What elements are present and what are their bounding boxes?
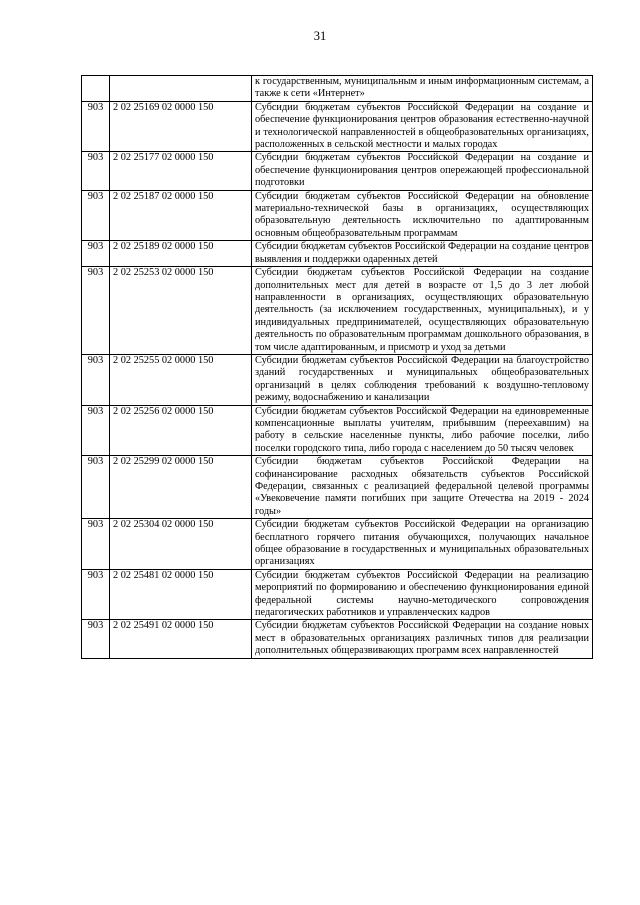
description-cell: Субсидии бюджетам субъектов Российской Федерации на единовременные компенсационные выплаты учителям, прибывшим (переехавшим) на работу в сельские населенные пункты, либо рабочие поселки, либо поселки городского типа, либо города с населением до 50 тысяч человек bbox=[252, 405, 593, 456]
table-row bbox=[82, 354, 593, 405]
table-row bbox=[82, 152, 593, 190]
table-row bbox=[82, 76, 593, 102]
description-cell: к государственным, муниципальным и иным информационным системам, а также к сети «Интернет» bbox=[252, 76, 593, 102]
admin-code-cell: 903 bbox=[82, 519, 110, 570]
description-cell: Субсидии бюджетам субъектов Российской Федерации на софинансирование расходных обязательств субъектов Российской Федерации, связанных с реализацией федеральной целевой программы «Увековечение памяти погибших при защите Отечества на 2019 - 2024 годы» bbox=[252, 456, 593, 519]
description-cell: Субсидии бюджетам субъектов Российской Федерации на создание и обеспечение функционирования центров опережающей профессиональной подготовки bbox=[252, 152, 593, 190]
table-row bbox=[82, 101, 593, 152]
admin-code-cell: 903 bbox=[82, 101, 110, 152]
budget-code-cell: 2 02 25491 02 0000 150 bbox=[110, 620, 252, 658]
budget-code-cell: 2 02 25187 02 0000 150 bbox=[110, 190, 252, 241]
table-row bbox=[82, 267, 593, 355]
description-cell: Субсидии бюджетам субъектов Российской Федерации на реализацию мероприятий по формированию и обеспечению функционирования единой федеральной системы научно-методического сопровождения педагогических работников и управленческих кадров bbox=[252, 569, 593, 620]
description-cell: Субсидии бюджетам субъектов Российской Федерации на создание центров выявления и поддержки одаренных детей bbox=[252, 241, 593, 267]
admin-code-cell: 903 bbox=[82, 456, 110, 519]
description-cell: Субсидии бюджетам субъектов Российской Федерации на обновление материально-технической базы в организациях, осуществляющих образовательную деятельность исключительно по адаптированным основным общеобразовательным программам bbox=[252, 190, 593, 241]
table-row bbox=[82, 519, 593, 570]
description-cell: Субсидии бюджетам субъектов Российской Федерации на создание новых мест в образовательных организациях различных типов для реализации дополнительных общеразвивающих программ всех направленностей bbox=[252, 620, 593, 658]
budget-code-cell: 2 02 25177 02 0000 150 bbox=[110, 152, 252, 190]
admin-code-cell: 903 bbox=[82, 152, 110, 190]
description-cell: Субсидии бюджетам субъектов Российской Федерации на создание дополнительных мест для детей в возрасте от 1,5 до 3 лет любой направленности в организациях, осуществляющих образовательную деятельность (за исключением государственных, муниципальных), и у индивидуальных предпринимателей, осуществляющих образовательную деятельность по образовательным программам дошкольного образования, в том числе адаптированным, и присмотр и уход за детьми bbox=[252, 267, 593, 355]
budget-code-cell: 2 02 25255 02 0000 150 bbox=[110, 354, 252, 405]
admin-code-cell: 903 bbox=[82, 190, 110, 241]
budget-code-cell: 2 02 25189 02 0000 150 bbox=[110, 241, 252, 267]
admin-code-cell bbox=[82, 76, 110, 102]
budget-code-cell: 2 02 25253 02 0000 150 bbox=[110, 267, 252, 355]
description-cell: Субсидии бюджетам субъектов Российской Федерации на создание и обеспечение функционирования центров образования естественно-научной и технологической направленностей в общеобразовательных организациях, расположенных в сельской местности и малых городах bbox=[252, 101, 593, 152]
admin-code-cell: 903 bbox=[82, 354, 110, 405]
admin-code-cell: 903 bbox=[82, 405, 110, 456]
table-row bbox=[82, 241, 593, 267]
budget-code-cell: 2 02 25256 02 0000 150 bbox=[110, 405, 252, 456]
admin-code-cell: 903 bbox=[82, 620, 110, 658]
budget-code-cell: 2 02 25299 02 0000 150 bbox=[110, 456, 252, 519]
table-row bbox=[82, 620, 593, 658]
description-cell: Субсидии бюджетам субъектов Российской Федерации на благоустройство зданий государственных и муниципальных общеобразовательных организаций в целях соблюдения требований к воздушно-тепловому режиму, водоснабжению и канализации bbox=[252, 354, 593, 405]
description-cell: Субсидии бюджетам субъектов Российской Федерации на организацию бесплатного горячего питания обучающихся, получающих начальное общее образование в государственных и муниципальных образовательных организациях bbox=[252, 519, 593, 570]
budget-code-cell: 2 02 25304 02 0000 150 bbox=[110, 519, 252, 570]
admin-code-cell: 903 bbox=[82, 241, 110, 267]
table-row bbox=[82, 456, 593, 519]
budget-code-cell: 2 02 25169 02 0000 150 bbox=[110, 101, 252, 152]
budget-code-cell: 2 02 25481 02 0000 150 bbox=[110, 569, 252, 620]
table-row bbox=[82, 190, 593, 241]
table-row bbox=[82, 405, 593, 456]
table-row bbox=[82, 569, 593, 620]
page-number: 31 bbox=[313, 29, 327, 43]
admin-code-cell: 903 bbox=[82, 267, 110, 355]
budget-code-cell bbox=[110, 76, 252, 102]
budget-codes-table bbox=[81, 75, 593, 659]
admin-code-cell: 903 bbox=[82, 569, 110, 620]
